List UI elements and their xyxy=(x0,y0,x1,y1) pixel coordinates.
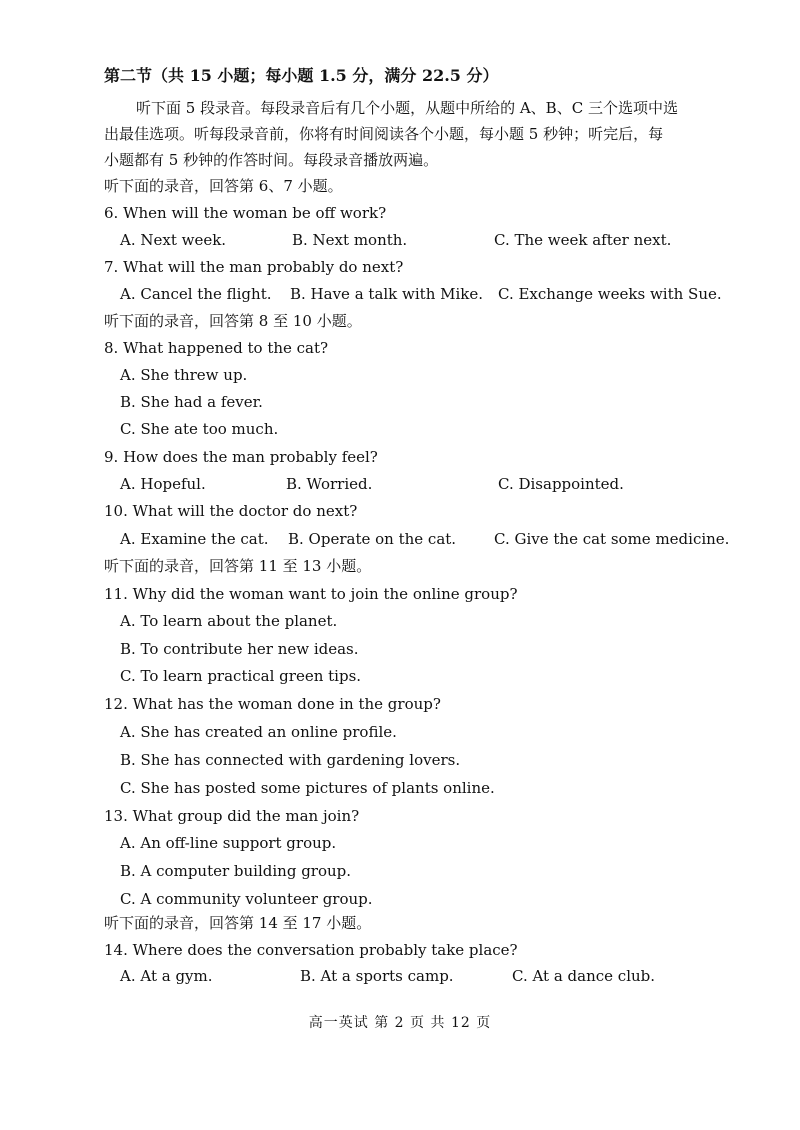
instruction-6-7: 听下面的录音，回答第 6、7 小题。 xyxy=(104,177,343,195)
instruction-8-10: 听下面的录音，回答第 8 至 10 小题。 xyxy=(104,312,362,330)
q13-option-b: B. A computer building group. xyxy=(120,862,352,880)
q10-option-c: C. Give the cat some medicine. xyxy=(494,530,730,548)
q8-option-a: A. She threw up. xyxy=(120,366,248,384)
q14-option-b: B. At a sports camp. xyxy=(300,967,454,985)
question-7: 7. What will the man probably do next? xyxy=(104,258,404,276)
question-12: 12. What has the woman done in the group? xyxy=(104,695,441,713)
question-6: 6. When will the woman be off work? xyxy=(104,204,387,222)
intro-line-3: 小题都有 5 秒钟的作答时间。每段录音播放两遍。 xyxy=(104,151,439,169)
q13-option-c: C. A community volunteer group. xyxy=(120,890,373,908)
question-13: 13. What group did the man join? xyxy=(104,807,360,825)
intro-line-2: 出最佳选项。听每段录音前，你将有时间阅读各个小题，每小题 5 秒钟；听完后，每 xyxy=(104,125,664,143)
q9-option-a: A. Hopeful. xyxy=(120,475,206,493)
q12-option-c: C. She has posted some pictures of plants online. xyxy=(120,779,495,797)
question-14: 14. Where does the conversation probably take place? xyxy=(104,941,518,959)
q7-option-c: C. Exchange weeks with Sue. xyxy=(498,285,722,303)
q13-option-a: A. An off-line support group. xyxy=(120,834,337,852)
q12-option-a: A. She has created an online profile. xyxy=(120,723,397,741)
q10-option-a: A. Examine the cat. xyxy=(120,530,269,548)
q6-option-a: A. Next week. xyxy=(120,231,227,249)
q12-option-b: B. She has connected with gardening lovers. xyxy=(120,751,461,769)
q7-option-b: B. Have a talk with Mike. xyxy=(290,285,484,303)
q8-option-b: B. She had a fever. xyxy=(120,393,263,411)
q9-option-b: B. Worried. xyxy=(286,475,373,493)
instruction-14-17: 听下面的录音，回答第 14 至 17 小题。 xyxy=(104,914,372,932)
q7-option-a: A. Cancel the flight. xyxy=(120,285,272,303)
page-footer: 高一英试 第 2 页 共 12 页 xyxy=(308,1015,492,1031)
q9-option-c: C. Disappointed. xyxy=(498,475,624,493)
question-8: 8. What happened to the cat? xyxy=(104,339,329,357)
intro-line-1: 听下面 5 段录音。每段录音后有几个小题，从题中所给的 A、B、C 三个选项中选 xyxy=(136,99,678,117)
question-9: 9. How does the man probably feel? xyxy=(104,448,378,466)
q8-option-c: C. She ate too much. xyxy=(120,420,279,438)
q6-option-b: B. Next month. xyxy=(292,231,408,249)
q11-option-a: A. To learn about the planet. xyxy=(120,612,338,630)
q10-option-b: B. Operate on the cat. xyxy=(288,530,457,548)
q11-option-c: C. To learn practical green tips. xyxy=(120,667,362,685)
question-10: 10. What will the doctor do next? xyxy=(104,502,358,520)
q14-option-c: C. At a dance club. xyxy=(512,967,656,985)
q14-option-a: A. At a gym. xyxy=(120,967,213,985)
section-title: 第二节（共 15 小题；每小题 1.5 分，满分 22.5 分） xyxy=(104,66,499,85)
instruction-11-13: 听下面的录音，回答第 11 至 13 小题。 xyxy=(104,557,372,575)
q6-option-c: C. The week after next. xyxy=(494,231,672,249)
q11-option-b: B. To contribute her new ideas. xyxy=(120,640,359,658)
question-11: 11. Why did the woman want to join the online group? xyxy=(104,585,518,603)
